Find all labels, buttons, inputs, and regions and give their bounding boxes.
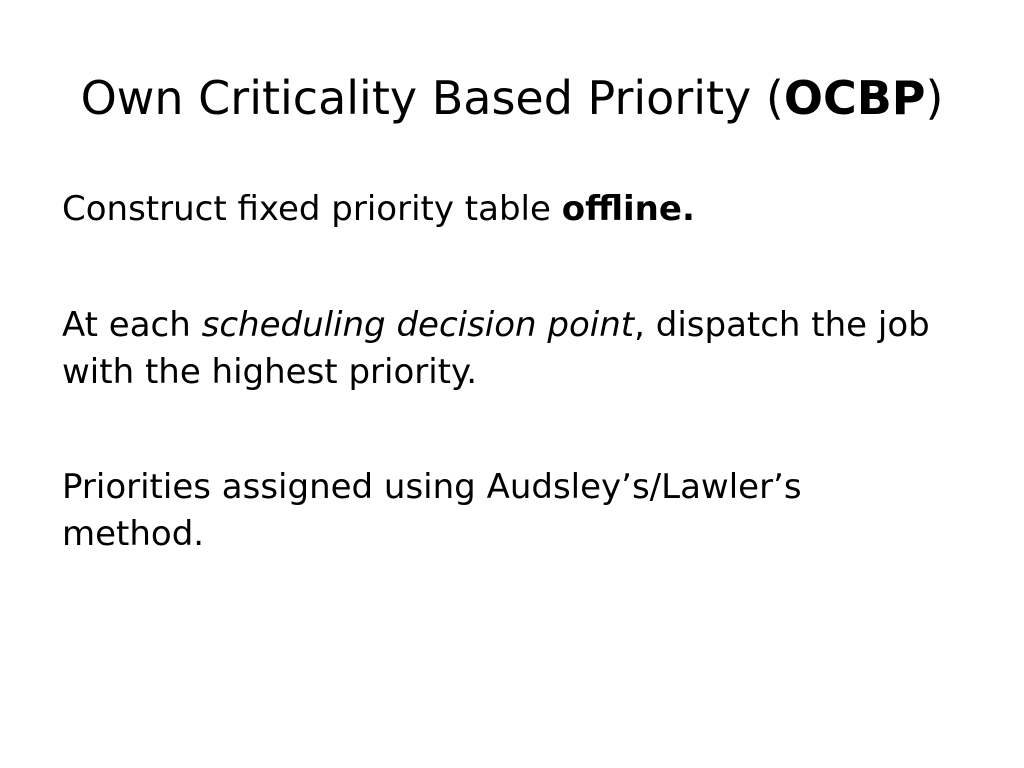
point-2-italic: scheduling decision point xyxy=(201,305,635,345)
point-2-pre: At each xyxy=(62,305,202,345)
point-3-text: Priorities assigned using Audsley’s/Lawler’s method. xyxy=(62,467,802,554)
title-close-paren: ) xyxy=(925,71,944,125)
point-offline-table xyxy=(62,186,942,233)
point-1-text: Construct fixed priority table xyxy=(62,189,562,229)
point-dispatch xyxy=(62,302,942,396)
point-2-post: , dispatch the job with the highest priority. xyxy=(62,305,930,392)
title-acronym: OCBP xyxy=(783,71,926,125)
point-priority-assignment xyxy=(62,464,942,558)
title-text: Own Criticality Based Priority ( xyxy=(80,71,784,125)
point-1-bold: offline. xyxy=(561,189,695,229)
slide-title xyxy=(0,68,1024,128)
